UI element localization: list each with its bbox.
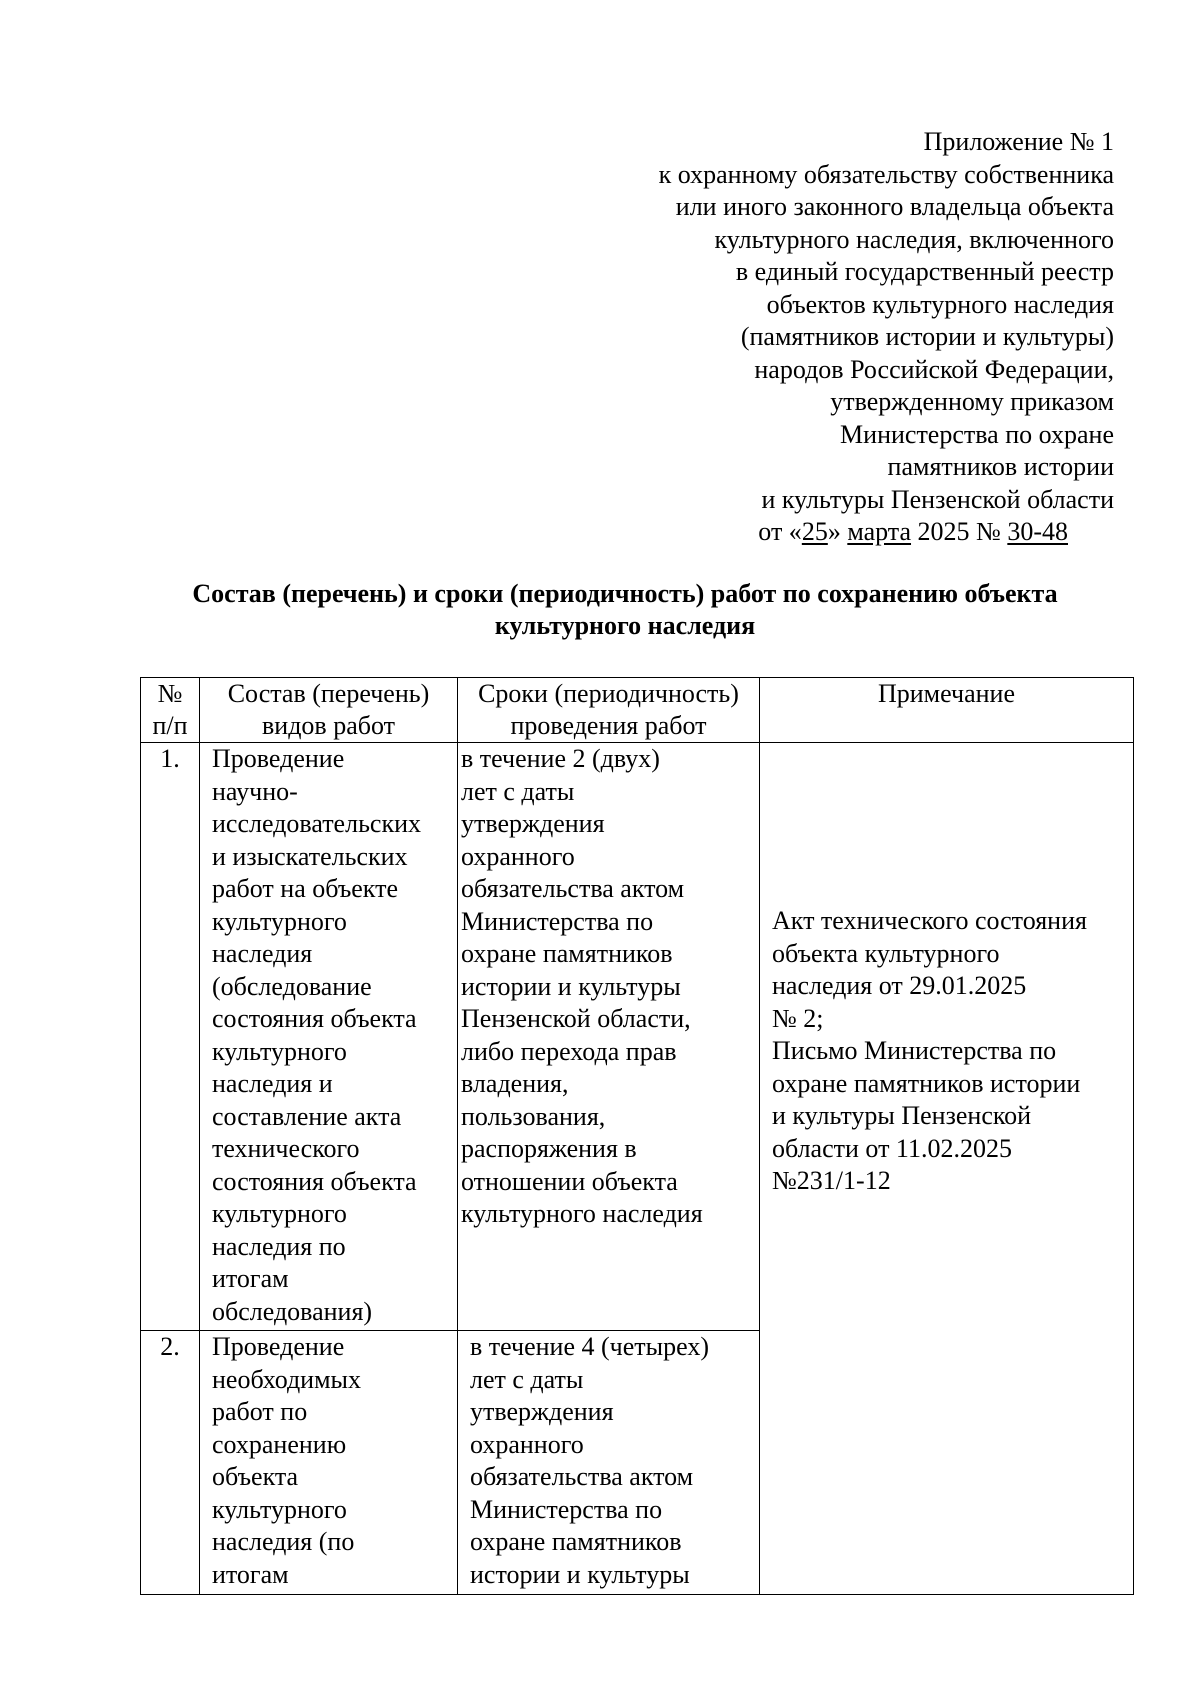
table-header-row bbox=[141, 678, 1134, 743]
appendix-line: к охранному обязательству собственника bbox=[658, 159, 1114, 189]
title-line-1: Состав (перечень) и сроки (периодичность) работ по сохранению объекта bbox=[192, 579, 1058, 608]
header-terms: Сроки (периодичность) проведения работ bbox=[458, 678, 760, 743]
row-terms: в течение 2 (двух) лет с даты утверждения охранного обязательства актом Министерства по охране памятников истории и культуры Пензенской области, либо перехода прав владения, пользования, распоряжения в отношении объекта культурного наследия bbox=[458, 743, 760, 1331]
document-title bbox=[120, 578, 1130, 642]
appendix-line: утвержденному приказом bbox=[830, 387, 1114, 416]
header-note: Примечание bbox=[760, 678, 1134, 743]
header-num: № п/п bbox=[141, 678, 200, 743]
appendix-line: народов Российской Федерации, bbox=[754, 354, 1114, 384]
order-date-line bbox=[659, 516, 1068, 549]
order-month: марта bbox=[847, 517, 912, 546]
appendix-line: в единый государственный реестр bbox=[735, 257, 1114, 286]
date-prefix: от « bbox=[758, 517, 802, 546]
date-close: » bbox=[827, 517, 848, 546]
appendix-header bbox=[659, 126, 1114, 549]
appendix-line: или иного законного владельца объекта bbox=[675, 192, 1114, 221]
appendix-line: культурного наследия, включенного bbox=[714, 224, 1114, 254]
works-table bbox=[140, 677, 1134, 1595]
appendix-line: Министерства по охране bbox=[840, 419, 1114, 449]
header-composition: Состав (перечень) видов работ bbox=[200, 678, 458, 743]
title-line-2: культурного наследия bbox=[494, 611, 756, 640]
row-composition: Проведение научно- исследовательских и изыскательских работ на объекте культурного наследия (обследование состояния объекта культурного наследия и составление акта технического состояния объекта культурного наследия по итогам обследования) bbox=[200, 743, 458, 1331]
order-year: 2025 № bbox=[911, 517, 1008, 546]
row-composition: Проведение необходимых работ по сохранению объекта культурного наследия (по итогам bbox=[200, 1331, 458, 1595]
appendix-line: (памятников истории и культуры) bbox=[740, 322, 1114, 351]
row-note: Акт технического состояния объекта культурного наследия от 29.01.2025 № 2; Письмо Министерства по охране памятников истории и культуры Пензенской области от 11.02.2025 №231/1-12 bbox=[760, 743, 1134, 1595]
appendix-line: памятников истории bbox=[887, 452, 1114, 481]
row-num: 2. bbox=[141, 1331, 200, 1595]
appendix-line: Приложение № 1 bbox=[923, 127, 1114, 156]
appendix-line: объектов культурного наследия bbox=[766, 289, 1114, 319]
row-terms: в течение 4 (четырех) лет с даты утверждения охранного обязательства актом Министерства по охране памятников истории и культуры bbox=[458, 1331, 760, 1595]
row-num: 1. bbox=[141, 743, 200, 1331]
table-row bbox=[141, 743, 1134, 1331]
appendix-line: и культуры Пензенской области bbox=[761, 484, 1114, 514]
order-number: 30-48 bbox=[1007, 517, 1068, 546]
order-day: 25 bbox=[801, 517, 828, 546]
